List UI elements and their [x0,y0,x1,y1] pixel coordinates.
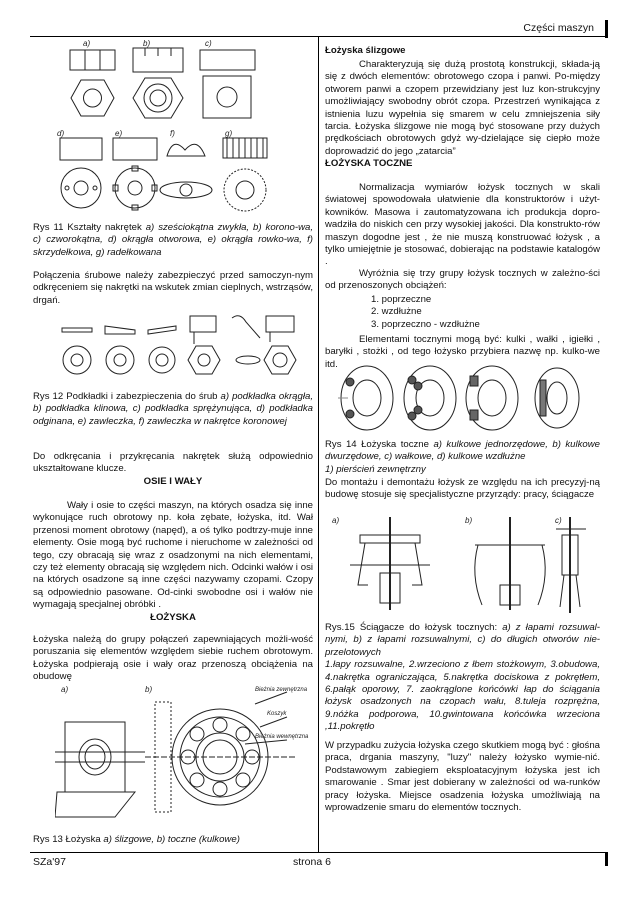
fig11-label-e: e) [115,129,123,138]
paragraph-rolling-bearings: Normalizacja wymiarów łożysk tocznych w skali światowej spowodowała ułatwienie dla konstruktorów i użyt-kowników. Masowa i zautomatyzowana ich produkcja dopro-wadziła do niskich cen przy wysokiej jakości. Dla konstrukto-rów maszyn dogodne jest , że nie muszą konstruować łożysk , a tylko umiejętnie je stosować, dobierając na podstawie katalogów . [325,182,600,268]
paragraph-plain-bearings: Charakteryzują się dużą prostotą konstrukcji, składa-ją się z dwóch elementów: obrotowego czopa i panwi. Po-między otworem panwi a czopem przewidziany jest luz kon-strukcyjny umożliwiający swobodny obrót czopa. Przestrzeń wynikająca z istnienia luzu wypełnia się smarem w celu zmniejszenia siły tarcia. Łożyska ślizgowe nie mogą być stosowane przy dużych prędkościach obrotowych gdyż wy-dzielające się ciepło może doprowadzić do jego „zatarcia” [325,59,600,157]
figure-11-nuts [55,38,300,218]
fig11-label-b: b) [143,39,151,48]
fig13-label-cage: Koszyk [267,711,287,717]
paragraph-keys: Do odkręcania i przykręcania nakrętek służą odpowiednio ukształtowane klucze. [33,451,313,475]
fig11-label-c: c) [205,39,212,48]
fig15-label-b: b) [465,516,473,525]
paragraph-locking: Połączenia śrubowe należy zabezpieczyć przed samoczyn-nym odkręceniem się nakrętki na wskutek zmian cieplnych, wstrząsów, drgań. [33,270,313,306]
header-rule [30,36,608,37]
paragraph-rolling-elements: Elementami tocznymi mogą być: kulki , wałki , igiełki , baryłki , stożki , od tego łożysko przybiera nazwę np. kulko-we itd. [325,334,600,370]
footer-rule [30,852,608,853]
fig15-label-a: a) [332,516,340,525]
fig11-caption: Rys 11 Kształty nakrętek a) sześciokątna zwykła, b) korono-wa, c) czworokątna, d) okrągła otworowa, e) okrągła rowko-wa, f) skrzydełkowa, g) radełkowana [33,222,313,258]
fig12-caption: Rys 12 Podkładki i zabezpieczenia do śrub a) podkładka okrągła, b) podkładka klinowa, c) podkładka sprężynująca, d) podkładka odginana, e) zawleczka, f) zawleczka w nakrętce koronowej [33,391,313,427]
fig13-label-inner-race: Bieżnia wewnętrzna [255,734,309,740]
fig15-label-c: c) [555,516,562,525]
fig15-caption: Rys.15 Ściągacze do łożysk tocznych: a) z łapami rozsuwal-nymi, b) z łapami rozsuwalnymi, c) do długich otworów nie-przelotowych 1.łapy rozsuwalne, 2.wrzeciono z łbem stożkowym, 3.obudowa, 4.nakrętka ograniczająca, 5.nakrętka dociskowa z pokrętłem, 6.pałąk oporowy, 7. zaokrąglone końcówki łap do ściągania łożysk osadzonych na czopach wału, 8.tuleja rozprężna, 9.nóżka podporowa, 10.gwintowana końcówka wrzeciona ,11.pokrętło [325,622,600,733]
fig13-label-b: b) [145,685,153,694]
page-number: strona 6 [293,856,331,868]
figure-13-bearings [55,682,310,822]
list-item: 1. poprzeczne [371,294,432,305]
footer-bar [605,852,608,866]
fig13-label-a: a) [61,685,69,694]
list-item: 2. wzdłużne [371,306,422,318]
heading-bearings: ŁOŻYSKA [150,612,196,623]
column-divider [318,37,319,852]
bearing-groups-list [371,294,571,331]
paragraph-bearings: Łożyska należą do grupy połączeń zapewniających możli-wość poruszania się elementów względem siebie ruchem obrotowym. Łożyska podpierają osie i wały oraz przenoszą obciążenia na obudowę [33,634,313,683]
fig13-label-outer-race: Bieżnia zewnętrzna [255,687,308,693]
fig13-caption: Rys 13 Łożyska a) ślizgowe, b) toczne (kulkowe) [33,834,240,845]
fig11-label-d: d) [57,129,65,138]
fig14-caption: Rys 14 Łożyska toczne a) kulkowe jednorzędowe, b) kulkowe dwurzędowe, c) wałkowe, d) kulkowe wzdłużne 1) pierścień zewnętrzny [325,439,600,475]
heading-rolling-bearings: ŁOŻYSKA TOCZNE [325,158,413,169]
paragraph-axles-shafts: Wały i osie to części maszyn, na których osadza się inne wykonujące ruch obrotowy np. koła zębate, łożyska, itd. Wał przenosi moment obrotowy (napęd), a oś tylko podtrzy-muje inne elementy. Osie mogą być ruchome i nieruchome w zależności od tego, czy obracają się wraz z osadzonymi na nich elementami, czy też elementy obracają się względem nich. Odcinki wałów i osi na których osadzone są inne części nazywamy czopami. Czopy są odpowiednio pasowane. Od-cinki swobodne osi i wałów nie wymagają specjalnej obróbki . [33,500,313,611]
fig11-label-g: g) [225,129,233,138]
fig11-label-f: f) [170,129,175,138]
figure-12-washers [60,312,300,382]
paragraph-bearing-maintenance: W przypadku zużycia łożyska czego skutkiem mogą być : głośna praca, drgania maszyny, "luzy" należy łożysko wymie-nić. Podstawowym zabiegiem eksploatacyjnym łożyska jest ich smarowanie . Smar jest dobierany w zależności od wa-runków pracy łożyska. Miejsce osadzenia łożyska umożliwiają na wprowadzenie smaru do elementów tocznych. [325,740,600,814]
figure-14-rolling-bearings [332,362,592,432]
fig11-label-a: a) [83,39,91,48]
running-header: Części maszyn [523,22,594,34]
footer-left: SZa'97 [33,856,66,868]
heading-axles-shafts: OSIE I WAŁY [143,476,203,487]
list-item: 3. poprzeczno - wzdłużne [371,318,480,330]
figure-15-pullers [330,515,600,615]
paragraph-bearing-groups: Wyróżnia się trzy grupy łożysk tocznych w zależno-ści od przenoszonych obciążeń: [325,268,600,292]
heading-plain-bearings: Łożyska ślizgowe [325,45,406,56]
paragraph-pullers: Do montażu i demontażu łożysk ze względu na ich precyzyj-ną budowę stosuje się specjalistyczne przyrządy: pracy, ściągacze [325,477,600,501]
